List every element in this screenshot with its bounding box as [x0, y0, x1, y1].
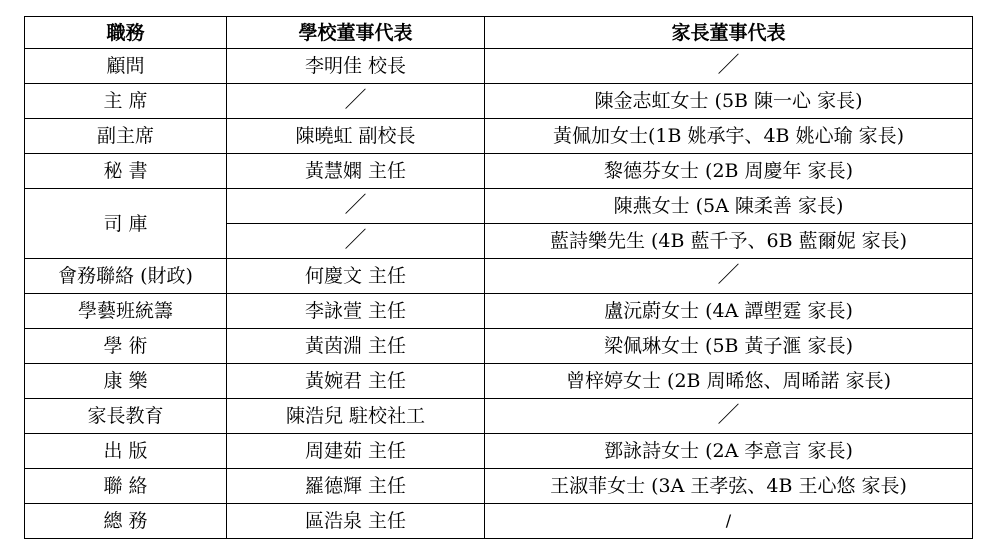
- role-cell: 會務聯絡 (財政): [25, 259, 227, 294]
- table-row: [25, 189, 973, 224]
- role-cell: 康 樂: [25, 364, 227, 399]
- table-row: [25, 259, 973, 294]
- school-rep-cell: 陳浩兒 駐校社工: [227, 399, 485, 434]
- parent-rep-cell: ／: [485, 259, 973, 294]
- role-cell: 聯 絡: [25, 469, 227, 504]
- table-row: [25, 434, 973, 469]
- school-rep-cell: 黃慧嫻 主任: [227, 154, 485, 189]
- parent-rep-cell: 曾梓婷女士 (2B 周晞悠、周晞諾 家長): [485, 364, 973, 399]
- school-rep-cell: 李明佳 校長: [227, 49, 485, 84]
- table-row: [25, 154, 973, 189]
- school-rep-cell: 區浩泉 主任: [227, 504, 485, 539]
- table-row: [25, 399, 973, 434]
- role-cell: 秘 書: [25, 154, 227, 189]
- parent-rep-cell: ／: [485, 49, 973, 84]
- role-cell: 學 術: [25, 329, 227, 364]
- parent-rep-cell: 王淑菲女士 (3A 王孝弦、4B 王心悠 家長): [485, 469, 973, 504]
- parent-rep-cell: 梁佩琳女士 (5B 黃子滙 家長): [485, 329, 973, 364]
- table-row: [25, 84, 973, 119]
- table-row: [25, 329, 973, 364]
- school-rep-cell: ／: [227, 224, 485, 259]
- school-rep-cell: ／: [227, 84, 485, 119]
- school-rep-cell: 李詠萱 主任: [227, 294, 485, 329]
- parent-rep-cell: 鄧詠詩女士 (2A 李意言 家長): [485, 434, 973, 469]
- school-rep-cell: 何慶文 主任: [227, 259, 485, 294]
- school-rep-cell: 周建茹 主任: [227, 434, 485, 469]
- school-rep-cell: 黃茵淵 主任: [227, 329, 485, 364]
- parent-rep-cell: 黃佩加女士(1B 姚承宇、4B 姚心瑜 家長): [485, 119, 973, 154]
- role-cell: 顧問: [25, 49, 227, 84]
- parent-rep-cell: 盧沅蔚女士 (4A 譚塱霆 家長): [485, 294, 973, 329]
- role-cell: 出 版: [25, 434, 227, 469]
- committee-table: [24, 16, 973, 539]
- role-cell: 家長教育: [25, 399, 227, 434]
- school-rep-cell: ／: [227, 189, 485, 224]
- parent-rep-cell: ／: [485, 399, 973, 434]
- table-row: [25, 294, 973, 329]
- role-cell: 副主席: [25, 119, 227, 154]
- school-rep-cell: 羅德輝 主任: [227, 469, 485, 504]
- header-role: 職務: [25, 17, 227, 49]
- role-cell: 主 席: [25, 84, 227, 119]
- parent-rep-cell: 藍詩樂先生 (4B 藍千予、6B 藍爾妮 家長): [485, 224, 973, 259]
- role-cell: 學藝班統籌: [25, 294, 227, 329]
- table-row: [25, 119, 973, 154]
- school-rep-cell: 黃婉君 主任: [227, 364, 485, 399]
- table-row: [25, 504, 973, 539]
- table-row: [25, 469, 973, 504]
- header-parent-rep: 家長董事代表: [485, 17, 973, 49]
- role-cell: 司 庫: [25, 189, 227, 259]
- role-cell: 總 務: [25, 504, 227, 539]
- parent-rep-cell: 黎德芬女士 (2B 周慶年 家長): [485, 154, 973, 189]
- table-row: [25, 49, 973, 84]
- parent-rep-cell: 陳金志虹女士 (5B 陳一心 家長): [485, 84, 973, 119]
- parent-rep-cell: 陳燕女士 (5A 陳柔善 家長): [485, 189, 973, 224]
- header-school-rep: 學校董事代表: [227, 17, 485, 49]
- table-row: [25, 364, 973, 399]
- parent-rep-cell: /: [485, 504, 973, 539]
- committee-table-container: [24, 16, 972, 539]
- school-rep-cell: 陳曉虹 副校長: [227, 119, 485, 154]
- table-header-row: [25, 17, 973, 49]
